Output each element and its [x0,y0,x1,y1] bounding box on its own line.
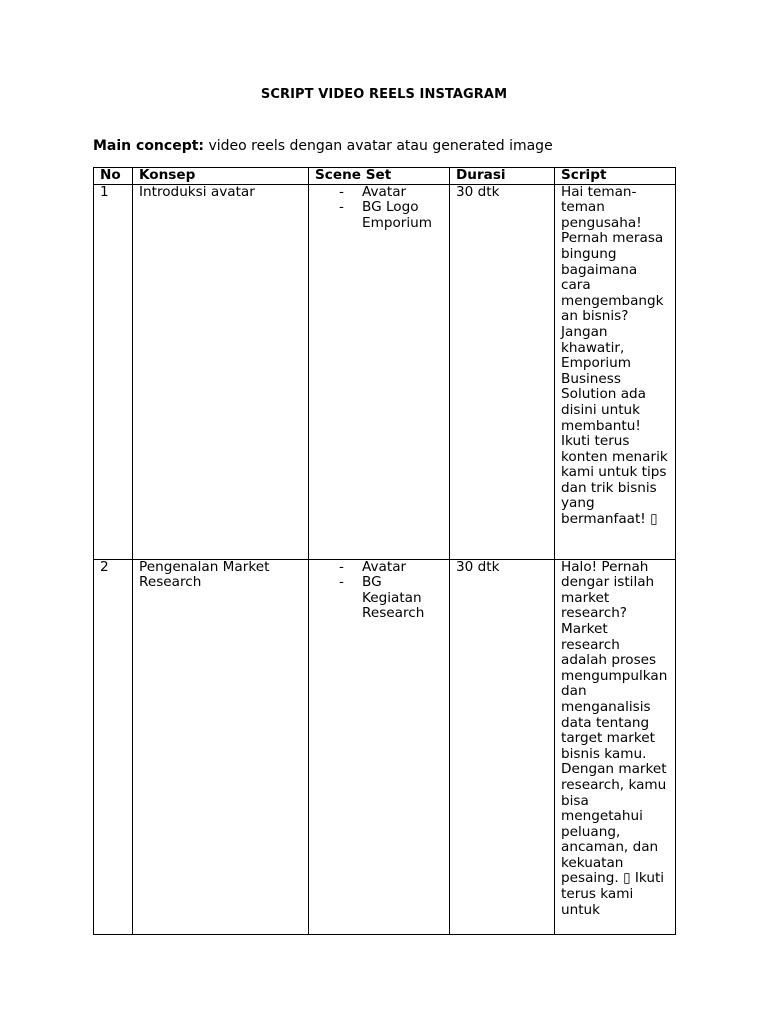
document-title: SCRIPT VIDEO REELS INSTAGRAM [260,87,508,102]
header-durasi: Durasi [450,168,555,185]
scene-item: - Avatar [315,560,443,576]
row-no: 1 [94,184,133,559]
scene-item: - BG Logo Emporium [315,200,443,231]
header-konsep: Konsep [133,168,309,185]
row-scene-set [309,559,450,934]
row-konsep: Pengenalan Market Research [133,559,309,934]
header-no: No [94,168,133,185]
scene-item: - Avatar [315,185,443,201]
table-header-row [94,168,676,185]
scene-list [315,560,443,622]
row-durasi: 30 dtk [450,559,555,934]
table-row [94,184,676,559]
scene-item: - BG Kegiatan Research [315,575,443,622]
row-scene-set [309,184,450,559]
main-concept [93,138,553,154]
table-row [94,559,676,934]
row-konsep: Introduksi avatar [133,184,309,559]
header-scene-set: Scene Set [309,168,450,185]
script-table [93,167,676,935]
main-concept-label: Main concept: [93,138,205,154]
row-durasi: 30 dtk [450,184,555,559]
row-script: Hai teman-teman pengusaha! Pernah merasa bingung bagaimana cara mengembangkan bisnis? Jangan khawatir, Emporium Business Solution ada disini untuk membantu! Ikuti terus konten menarik kami untuk tips dan trik bisnis yang bermanfaat! ▯ [555,184,676,559]
row-no: 2 [94,559,133,934]
scene-list [315,185,443,232]
main-concept-value: video reels dengan avatar atau generated image [208,138,553,154]
row-script: Halo! Pernah dengar istilah market research? Market research adalah proses mengumpulkan dan menganalisis data tentang target market bisnis kamu. Dengan market research, kamu bisa mengetahui peluang, ancaman, dan kekuatan pesaing. ▯ Ikuti terus kami untuk [555,559,676,934]
header-script: Script [555,168,676,185]
